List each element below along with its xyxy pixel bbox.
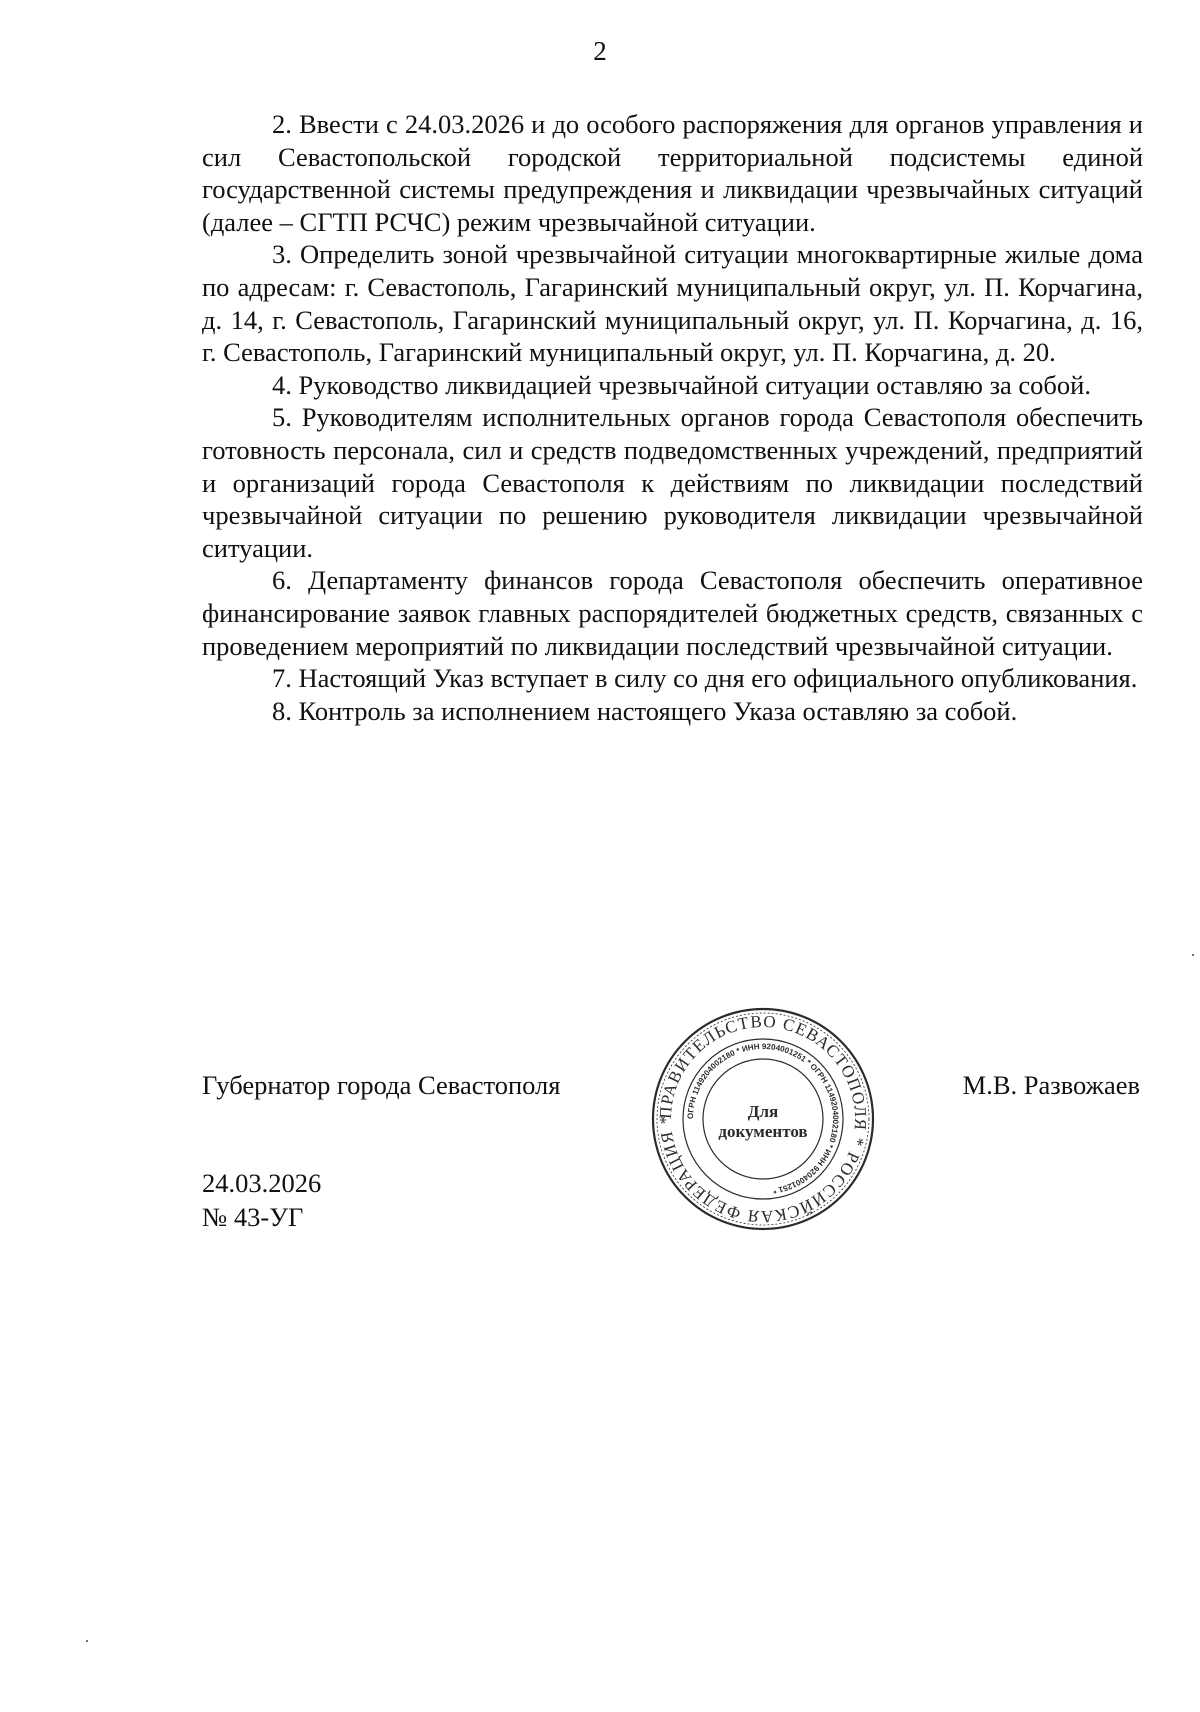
scan-dust-mark (1192, 954, 1194, 956)
signatory-name: М.В. Развожаев (962, 1070, 1140, 1100)
paragraph-6: 6. Департаменту финансов города Севастополя обеспечить оперативное финансирование заявок главных распорядителей бюджетных средств, связанных с проведением мероприятий по ликвидации последствий чрезвычайной ситуации. (202, 565, 1143, 661)
signatory-title: Губернатор города Севастополя (202, 1070, 561, 1100)
document-date: 24.03.2026 (202, 1168, 322, 1198)
seal-center-line-2: документов (718, 1122, 808, 1141)
paragraph-7: 7. Настоящий Указ вступает в силу со дня его официального опубликования. (272, 663, 1138, 694)
paragraph-3: 3. Определить зоной чрезвычайной ситуации многоквартирные жилые дома по адресам: г. Севастополь, Гагаринский муниципальный округ, ул. П. Корчагина, д. 14, г. Севастополь, Гагаринский муниципальный округ, ул. П. Корчагина, д. 16, г. Севастополь, Гагаринский муниципальный округ, ул. П. Корчагина, д. 20. (202, 239, 1143, 368)
document-meta (202, 1166, 321, 1234)
paragraph-2: 2. Ввести с 24.03.2026 и до особого распоряжения для органов управления и сил Севастопольской городской территориальной подсистемы единой государственной системы предупреждения и ликвидации чрезвычайных ситуаций (далее – СГТП РСЧС) режим чрезвычайной ситуации. (202, 109, 1143, 237)
seal-graphic (648, 1004, 878, 1234)
seal-inner-text: ОГРН 1149204002180 * ИНН 9204001251 * ОГРН 1149204002180 * ИНН 9204001251 * (685, 1041, 841, 1196)
paragraph-5: 5. Руководителям исполнительных органов города Севастополя обеспечить готовность персонала, сил и средств подведомственных учреждений, предприятий и организаций города Севастополя к действиям по ликвидации последствий чрезвычайной ситуации по решению руководителя ликвидации чрезвычайной ситуации. (202, 402, 1143, 563)
page-number: 2 (593, 36, 607, 66)
seal-center-line-1: Для (747, 1102, 779, 1121)
document-number: № 43-УГ (202, 1202, 304, 1232)
seal-outer-text: ПРАВИТЕЛЬСТВО СЕВАСТОПОЛЯ * РОССИЙСКАЯ ФЕДЕРАЦИЯ * (655, 1011, 871, 1227)
paragraph-4: 4. Руководство ликвидацией чрезвычайной ситуации оставляю за собой. (272, 369, 1091, 400)
decree-body (202, 108, 1143, 727)
paragraph-8: 8. Контроль за исполнением настоящего Указа оставляю за собой. (272, 695, 1018, 726)
official-seal-stamp (648, 1004, 878, 1234)
scan-dust-mark (86, 1640, 88, 1642)
